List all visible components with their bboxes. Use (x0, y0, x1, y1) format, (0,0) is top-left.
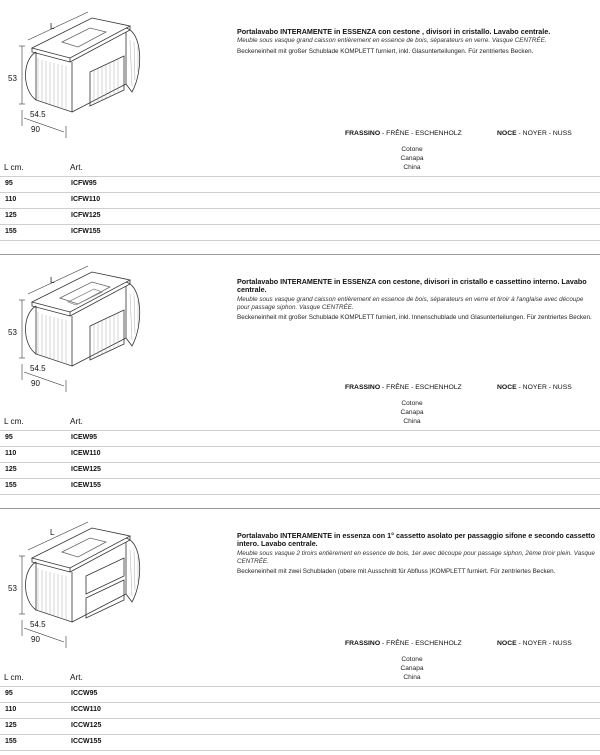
finish-noce (497, 640, 572, 647)
table-row (0, 225, 600, 241)
row-article: ICEW155 (71, 482, 101, 489)
description-italian: Portalavabo INTERAMENTE in essenza con 1° cassetto asolato per passaggio sifone e secondo cassetto intero. Lavabo centrale. (237, 531, 595, 549)
row-length: 125 (5, 212, 17, 219)
row-length: 95 (5, 180, 13, 187)
description-german: Beckeneinheit mit großer Schublade KOMPLETT furniert, inkl. Glasunterteilungen. Für zentriertes Becken. (237, 47, 534, 55)
dim-length-label: L (50, 528, 55, 537)
finish-frassino (345, 130, 462, 137)
description-german: Beckeneinheit mit großer Schublade KOMPLETT furniert, inkl. Innenschublade und Glasunterteilungen. Für zentriertes Becken. (237, 314, 592, 322)
table-row (0, 463, 600, 479)
description-italian: Portalavabo INTERAMENTE in ESSENZA con cestone, divisori in cristallo e cassettino interno. Lavabo centrale. (237, 277, 587, 295)
dim-depth-label: 54.5 (30, 620, 46, 629)
row-length: 110 (5, 450, 17, 457)
row-article: ICFW155 (71, 228, 101, 235)
row-article: ICCW95 (71, 690, 98, 697)
row-article: ICCW155 (71, 738, 102, 745)
finish-noce (497, 130, 572, 137)
finish-noce (497, 384, 572, 391)
dim-height-label: 53 (8, 584, 17, 593)
finish-frassino-name: FRASSINO (345, 384, 381, 391)
dim-height-label: 53 (8, 74, 17, 83)
colour-list (396, 145, 428, 172)
colour-option: Cotone (401, 656, 423, 663)
row-article: ICEW95 (71, 434, 98, 441)
product-description (237, 532, 595, 576)
finish-noce-name: NOCE (497, 640, 517, 647)
description-french: Meuble sous vasque 2 tiroirs entièrement en essence de bois, 1er avec découpe pour passage siphon, 2ème tiroir plein. Vasque CENTRÉE. (237, 549, 595, 566)
finish-noce-translations: - NOYER - NUSS (516, 640, 572, 647)
vanity-unit-drawing (2, 254, 177, 394)
finish-noce-name: NOCE (497, 384, 517, 391)
description-french: Meuble sous vasque grand caisson entièrement en essence de bois, séparateurs en verre et tiroir à l'anglaise avec découpe pour passage siphon. Vasque CENTRÉE. (237, 295, 584, 312)
table-row (0, 209, 600, 225)
colour-option: Canapa (400, 409, 424, 416)
finish-frassino (345, 640, 462, 647)
colour-option: China (403, 674, 421, 681)
column-header-length: L cm. (4, 673, 24, 682)
table-row (0, 703, 600, 719)
table-row (0, 735, 600, 751)
table-row (0, 719, 600, 735)
table-row (0, 447, 600, 463)
finish-frassino-name: FRASSINO (345, 130, 381, 137)
finish-noce-translations: - NOYER - NUSS (516, 384, 572, 391)
colour-option: Cotone (401, 400, 423, 407)
column-header-article: Art. (70, 417, 83, 426)
table-row (0, 431, 600, 447)
column-header-article: Art. (70, 163, 83, 172)
dim-width-label: 90 (31, 125, 40, 134)
finish-frassino-translations: - FRÊNE - ESCHENHOLZ (380, 130, 462, 137)
dim-depth-label: 54.5 (30, 364, 46, 373)
row-article: ICEW125 (71, 466, 101, 473)
product-section-1 (0, 0, 600, 254)
dim-length-label: L (50, 22, 55, 31)
finish-frassino-name: FRASSINO (345, 640, 381, 647)
table-row (0, 687, 600, 703)
dim-width-label: 90 (31, 635, 40, 644)
description-french: Meuble sous vasque grand caisson entièrement en essence de bois, séparateurs en verre. Vasque CENTRÉE. (237, 37, 547, 45)
description-german: Beckeneinheit mit zwei Schubladen (obere mit Ausschnitt für Abfluss )KOMPLETT furniert. Für zentriertes Becken. (237, 568, 556, 576)
dim-width-label: 90 (31, 379, 40, 388)
row-article: ICCW125 (71, 722, 102, 729)
row-length: 155 (5, 738, 17, 745)
dim-height-label: 53 (8, 328, 17, 337)
row-length: 125 (5, 722, 17, 729)
row-length: 95 (5, 690, 13, 697)
product-description (237, 278, 595, 322)
product-description (237, 28, 595, 56)
column-header-length: L cm. (4, 417, 24, 426)
colour-option: China (403, 164, 421, 171)
colour-option: China (403, 418, 421, 425)
finish-noce-translations: - NOYER - NUSS (516, 130, 572, 137)
table-row (0, 177, 600, 193)
row-length: 125 (5, 466, 17, 473)
table-row (0, 193, 600, 209)
dim-depth-label: 54.5 (30, 110, 46, 119)
row-article: ICEW110 (71, 450, 101, 457)
colour-list (396, 655, 428, 682)
row-length: 155 (5, 228, 17, 235)
row-article: ICFW125 (71, 212, 101, 219)
finish-noce-name: NOCE (497, 130, 517, 137)
row-article: ICFW95 (71, 180, 97, 187)
row-length: 110 (5, 196, 17, 203)
row-length: 155 (5, 482, 17, 489)
product-section-3 (0, 508, 600, 755)
dim-length-label: L (50, 276, 55, 285)
column-header-length: L cm. (4, 163, 24, 172)
finish-frassino (345, 384, 462, 391)
finish-frassino-translations: - FRÊNE - ESCHENHOLZ (380, 384, 462, 391)
vanity-unit-drawing (2, 0, 177, 140)
column-header-article: Art. (70, 673, 83, 682)
colour-option: Canapa (400, 155, 424, 162)
row-article: ICFW110 (71, 196, 101, 203)
row-length: 110 (5, 706, 17, 713)
colour-option: Cotone (401, 146, 423, 153)
vanity-unit-drawing (2, 510, 177, 650)
row-article: ICCW110 (71, 706, 101, 713)
product-section-2 (0, 254, 600, 508)
row-length: 95 (5, 434, 13, 441)
colour-list (396, 399, 428, 426)
table-row (0, 479, 600, 495)
colour-option: Canapa (400, 665, 424, 672)
description-italian: Portalavabo INTERAMENTE in ESSENZA con cestone , divisori in cristallo. Lavabo centrale. (237, 27, 551, 36)
finish-frassino-translations: - FRÊNE - ESCHENHOLZ (380, 640, 462, 647)
